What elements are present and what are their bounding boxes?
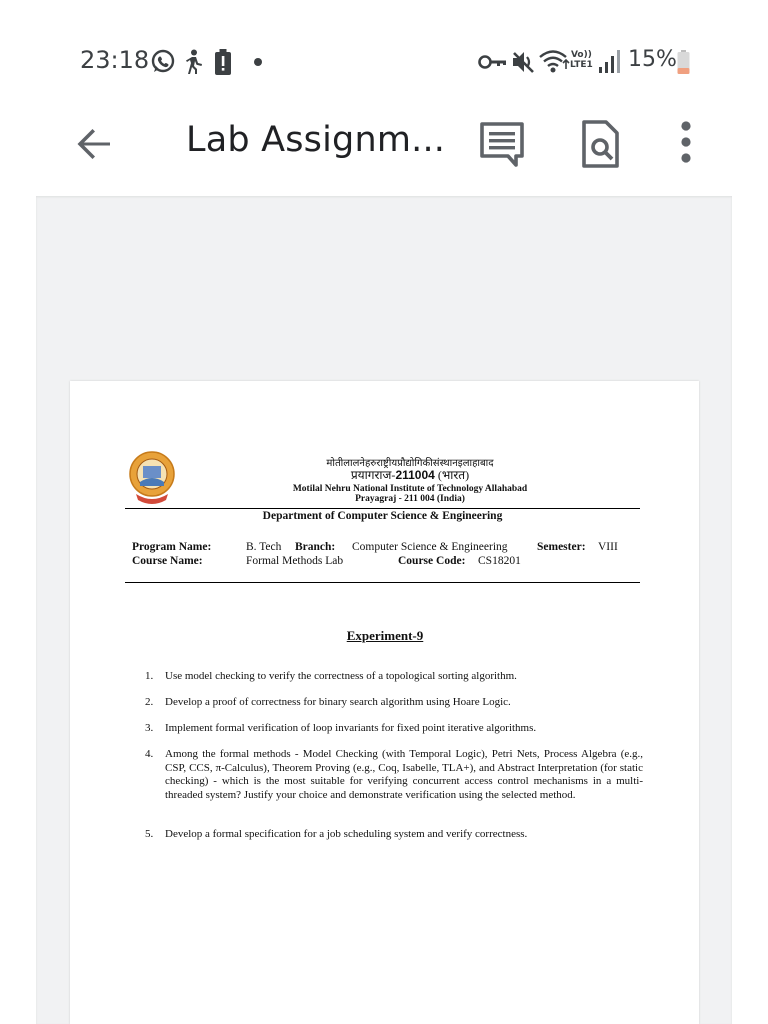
branch-value: Computer Science & Engineering — [352, 541, 508, 553]
wifi-icon — [538, 49, 570, 75]
find-in-page-icon[interactable] — [574, 118, 626, 170]
semester-value: VIII — [598, 541, 618, 553]
course-code-label: Course Code: — [398, 555, 466, 567]
dot-icon — [252, 56, 264, 68]
back-arrow-icon[interactable] — [70, 120, 118, 168]
list-item: 1. Use model checking to verify the correctness of a topological sorting algorithm. — [145, 670, 517, 682]
document-title: Lab Assignm... — [186, 120, 446, 160]
list-item: 5. Develop a formal specification for a job scheduling system and verify correctness. — [145, 828, 528, 840]
whatsapp-icon — [150, 49, 176, 75]
program-label: Program Name: — [132, 541, 212, 553]
key-icon — [478, 52, 508, 72]
institute-city: Prayagraj - 211 004 (India) — [355, 494, 465, 504]
course-value: Formal Methods Lab — [246, 555, 344, 567]
list-item: 4. Among the formal methods - Model Checking (with Temporal Logic), Petri Nets, Process Algebra (e.g., CSP, CCS, π-Calculus), Theorem Proving (e.g., Coq, Isabelle, TLA+), and Abstract Interpretation (for static checking) - which is the most suitable for verifying concurrent access control mechanisms in a multi-threaded system? Justify your choice and demonstrate verification using the selected method. — [145, 748, 643, 801]
mute-icon — [510, 49, 536, 75]
course-code-value: CS18201 — [478, 555, 521, 567]
branch-label: Branch: — [295, 541, 336, 553]
network-label: Vo)) LTE1 — [570, 50, 593, 70]
institute-logo-icon — [128, 450, 176, 508]
header-divider — [125, 508, 640, 509]
meta-divider — [125, 582, 640, 583]
comment-icon[interactable] — [476, 118, 528, 170]
list-item: 2. Develop a proof of correctness for binary search algorithm using Hoare Logic. — [145, 696, 511, 708]
program-value: B. Tech — [246, 541, 282, 553]
institute-address-hindi: प्रयागराज-211004 (भारत) — [350, 468, 470, 482]
semester-label: Semester: — [537, 541, 586, 553]
battery-percent: 15% — [628, 47, 677, 72]
list-item: 3. Implement formal verification of loop invariants for fixed point iterative algorithms. — [145, 722, 537, 734]
battery-alert-icon — [213, 49, 233, 75]
course-label: Course Name: — [132, 555, 203, 567]
experiment-title: Experiment-9 — [346, 628, 424, 643]
institute-name-hindi: मोतीलालनेहरुराष्ट्रीयप्रौद्योगिकीसंस्थानइलाहाबाद — [326, 458, 494, 469]
battery-icon — [677, 50, 690, 74]
department-name: Department of Computer Science & Engineering — [262, 510, 503, 522]
more-vert-icon[interactable] — [660, 118, 712, 170]
institute-name: Motilal Nehru National Institute of Technology Allahabad — [292, 484, 528, 494]
walking-icon — [182, 49, 204, 75]
signal-icon — [598, 50, 620, 74]
status-time: 23:18 — [80, 46, 150, 74]
